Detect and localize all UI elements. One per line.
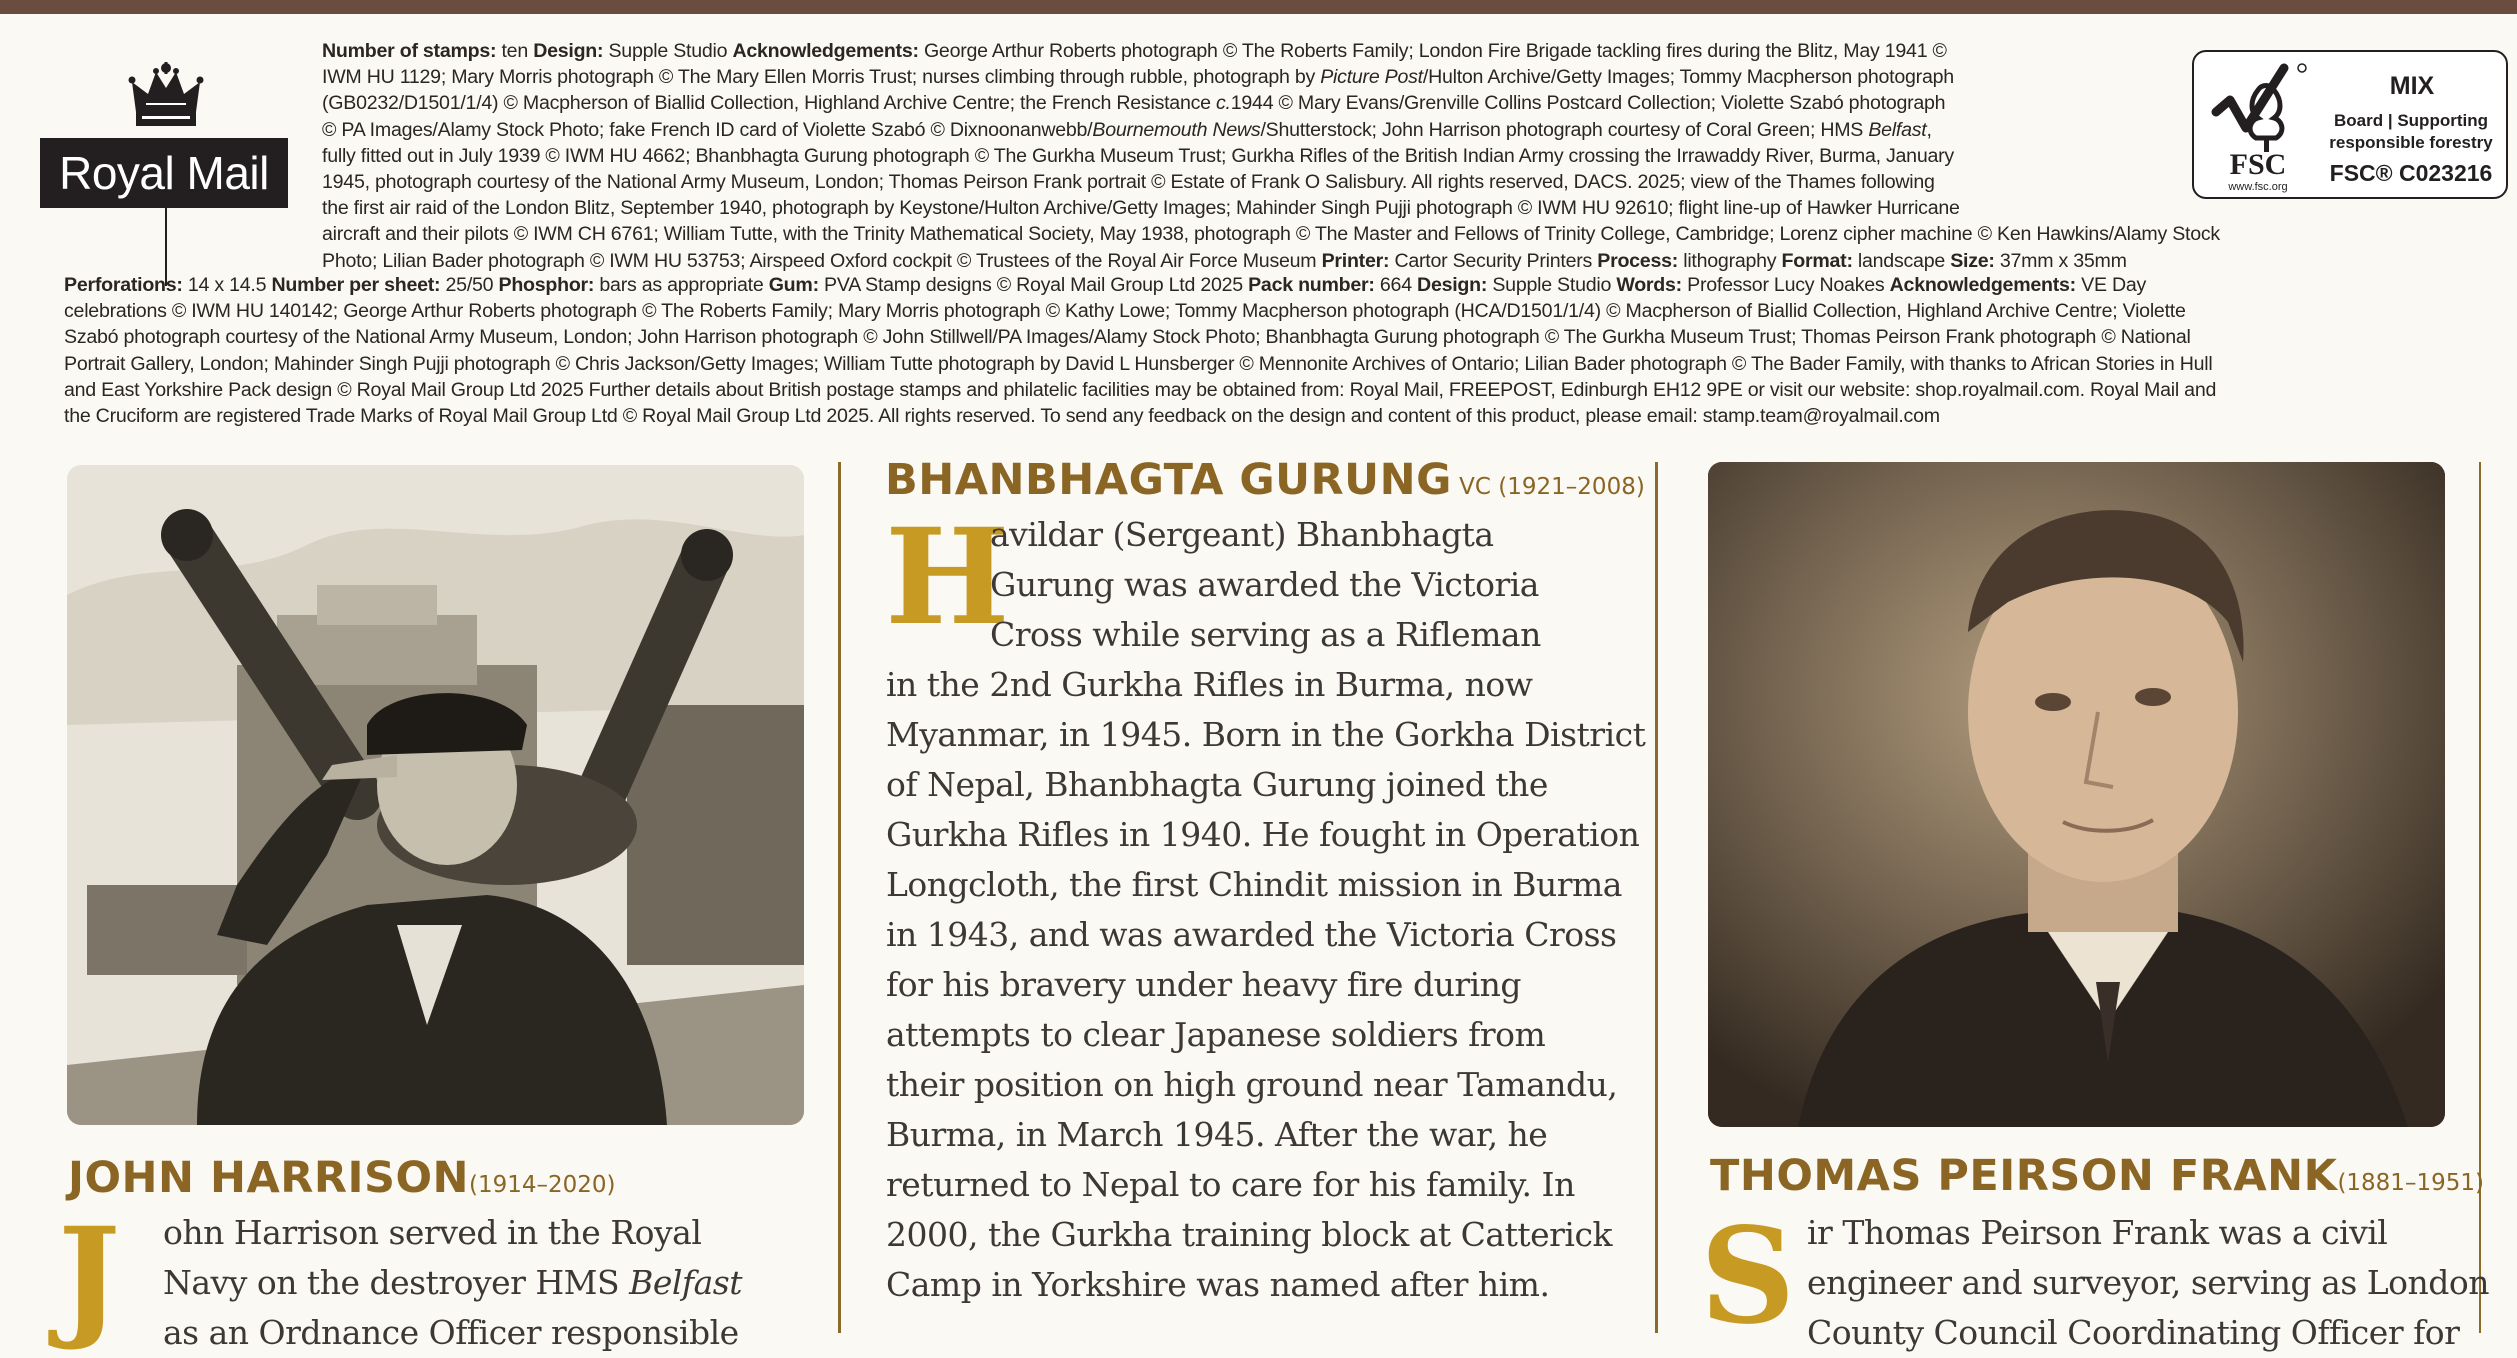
frank-name: THOMAS PEIRSON FRANK	[1710, 1151, 2338, 1201]
text-line: and East Yorkshire Pack design © Royal Mail Group Ltd 2025 Further details about British postage stamps and philatelic facilities may be obtained from: Royal Mail, FREEPOST, Edinburgh EH12 9PE or visit our website: shop.royalmail.com. Royal Mail and	[64, 378, 2217, 401]
text-line: returned to Nepal to care for his family. In	[886, 1165, 1575, 1204]
text-line: their position on high ground near Tamandu,	[886, 1065, 1618, 1104]
text-line: in 1943, and was awarded the Victoria Cross	[886, 915, 1617, 954]
text-line: for his bravery under heavy fire during	[886, 965, 1522, 1004]
text-line: 2000, the Gurkha training block at Catterick	[886, 1215, 1612, 1254]
text-line: Camp in Yorkshire was named after him.	[886, 1265, 1550, 1304]
fsc-code: FSC® C023216	[2329, 160, 2493, 186]
text-line: as an Ordnance Officer responsible	[163, 1313, 739, 1352]
text-line: 1945, photograph courtesy of the National Army Museum, London; Thomas Peirson Frank portrait © Estate of Frank O Salisbury. All rights reserved, DACS. 2025; view of the Thames following	[322, 171, 1935, 194]
fsc-mix: MIX	[2389, 72, 2435, 100]
text-line: Cross while serving as a Rifleman	[990, 615, 1541, 654]
gurung-dates: VC (1921–2008)	[1451, 474, 1645, 500]
frank-dropcap: S	[1700, 1199, 1796, 1354]
text-line: fully fitted out in July 1939 © IWM HU 4662; Bhanbhagta Gurung photograph © The Gurkha Museum Trust; Gurkha Rifles of the British Indian Army crossing the Irrawaddy River, Burma, January	[322, 144, 1954, 167]
harrison-dropcap: J	[58, 1199, 121, 1354]
frank-heading	[1710, 1151, 2484, 1201]
text-line: Perforations: 14 x 14.5 Number per sheet: 25/50 Phosphor: bars as appropriate Gum: PVA Stamp designs © Royal Mail Group Ltd 2025 Pack number: 664 Design: Supple Studio Words: Professor Lucy Noakes Acknowledgements: VE Day	[64, 274, 2147, 296]
text-line: Gurung was awarded the Victoria	[990, 565, 1539, 604]
royal-mail-logo	[40, 60, 288, 230]
john-harrison-photo	[67, 465, 804, 1125]
text-line: © PA Images/Alamy Stock Photo; fake French ID card of Violette Szabó © Dixnoonanwebb/Bournemouth News/Shutterstock; John Harrison photograph courtesy of Coral Green; HMS Belfast,	[322, 118, 1932, 141]
text-line: Portrait Gallery, London; Mahinder Singh Pujji photograph © Chris Jackson/Getty Images; William Tutte photograph by David L Hunsberger © Mennonite Archives of Ontario; Lilian Bader photograph © The Bader Family, with thanks to African Stories in Hull	[64, 352, 2213, 375]
frank-biography	[1807, 1208, 2497, 1358]
portrait-illustration	[1708, 462, 2445, 1127]
column-divider-left	[838, 462, 841, 1333]
text-line: County Council Coordinating Officer for	[1807, 1313, 2460, 1352]
text-line: avildar (Sergeant) Bhanbhagta	[990, 515, 1494, 554]
text-line: engineer and surveyor, serving as London	[1807, 1263, 2490, 1302]
text-line: (GB0232/D1501/1/4) © Macpherson of Biallid Collection, Highland Archive Centre; the French Resistance c.1944 © Mary Evans/Grenville Collins Postcard Collection; Violette Szabó photograph	[322, 92, 1946, 115]
text-line: Burma, in March 1945. After the war, he	[886, 1115, 1548, 1154]
right-edge-rule	[2479, 462, 2481, 1333]
text-line: Myanmar, in 1945. Born in the Gorkha District	[886, 715, 1646, 754]
harrison-biography	[163, 1208, 763, 1358]
harrison-dates: (1914–2020)	[469, 1172, 616, 1198]
gurung-biography	[885, 500, 1646, 1310]
text-line: of Nepal, Bhanbhagta Gurung joined the	[886, 765, 1548, 804]
gurung-dropcap: H	[885, 500, 1010, 655]
fsc-label: FSC	[2229, 148, 2287, 181]
text-line: in the 2nd Gurkha Rifles in Burma, now	[886, 665, 1533, 704]
text-line: celebrations © IWM HU 140142; George Arthur Roberts photograph © The Roberts Family; Mary Morris photograph © Kathy Lowe; Tommy Macpherson photograph (HCA/D1501/1/4) © Macpherson of Biallid Collection, Highland Archive Centre; Violette	[64, 300, 2186, 323]
fsc-url: www.fsc.org	[2228, 181, 2288, 193]
frank-dates: (1881–1951)	[2337, 1170, 2484, 1196]
gurung-name: BHANBHAGTA GURUNG	[885, 455, 1452, 505]
text-line: the first air raid of the London Blitz, September 1940, photograph by Keystone/Hulton Archive/Getty Images; Mahinder Singh Pujji photograph © IWM HU 92610; flight line-up of Hawker Hurricane	[322, 197, 1960, 220]
warship-salute-illustration	[67, 465, 804, 1125]
text-line: the Cruciform are registered Trade Marks of Royal Mail Group Ltd © Royal Mail Group Ltd 2025. All rights reserved. To send any feedback on the design and content of this product, please email: stamp.team@royalmail.com	[64, 405, 1940, 428]
harrison-heading	[68, 1153, 616, 1203]
technical-details-bottom	[64, 272, 2479, 429]
text-line: Photo; Lilian Bader photograph © IWM HU 53753; Airspeed Oxford cockpit © Trustees of the Royal Air Force Museum Printer: Cartor Security Printers Process: lithography Format: landscape Size: 37mm x 35mm	[322, 249, 2127, 272]
text-line: Navy on the destroyer HMS Belfast	[163, 1263, 742, 1302]
text-line: IWM HU 1129; Mary Morris photograph © The Mary Ellen Morris Trust; nurses climbing through rubble, photograph by Picture Post/Hulton Archive/Getty Images; Tommy Macpherson photograph	[322, 66, 1954, 89]
fsc-board-line-1: Board | Supporting	[2334, 111, 2488, 130]
text-line: Number of stamps: ten Design: Supple Studio Acknowledgements: George Arthur Roberts photograph © The Roberts Family; London Fire Brigade tackling fires during the Blitz, May 1941 ©	[322, 40, 1947, 62]
text-line: Longcloth, the first Chindit mission in Burma	[886, 865, 1622, 904]
text-line: ir Thomas Peirson Frank was a civil	[1807, 1213, 2388, 1252]
thomas-peirson-frank-portrait	[1708, 462, 2445, 1127]
text-line: aircraft and their pilots © IWM CH 6761; William Tutte, with the Trinity Mathematical Society, May 1938, photograph © The Master and Fellows of Trinity College, Cambridge; Lorenz cipher machine © Ken Hawkins/Alamy Stock	[322, 223, 2220, 246]
column-divider-right	[1655, 462, 1658, 1333]
text-line: Gurkha Rifles in 1940. He fought in Operation	[886, 815, 1640, 854]
text-line: ohn Harrison served in the Royal	[163, 1213, 702, 1252]
top-border	[0, 0, 2517, 14]
text-line: attempts to clear Japanese soldiers from	[886, 1015, 1546, 1054]
gurung-heading	[885, 455, 1645, 505]
crown-icon	[128, 60, 204, 130]
technical-details-top	[322, 38, 2479, 274]
fsc-board-line-2: responsible forestry	[2329, 133, 2493, 152]
harrison-name: JOHN HARRISON	[68, 1153, 469, 1203]
logo-wordmark: Royal Mail	[40, 138, 288, 208]
text-line: Szabó photograph courtesy of the National Army Museum, London; John Harrison photograph © John Stillwell/PA Images/Alamy Stock Photo; Bhanbhagta Gurung photograph © The Gurkha Museum Trust; Thomas Peirson Frank photograph © National	[64, 326, 2191, 349]
